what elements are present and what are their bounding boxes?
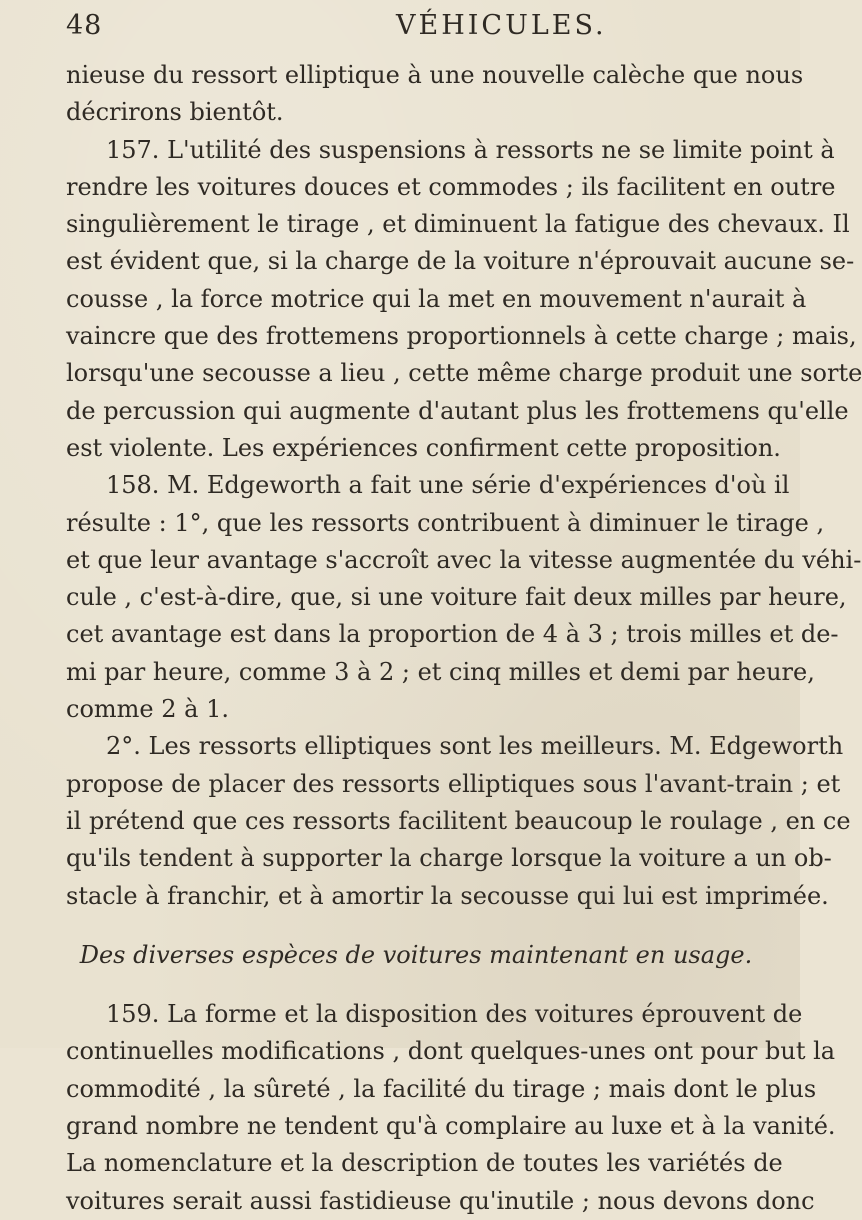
page-number: 48 bbox=[66, 10, 103, 41]
text-line: résulte : 1°, que les ressorts contribuent à diminuer le tirage , bbox=[66, 508, 825, 537]
running-head: VÉHICULES. bbox=[396, 10, 607, 41]
text-line: rendre les voitures douces et commodes ; ils facilitent en outre bbox=[66, 172, 836, 201]
text-line: qu'ils tendent à supporter la charge lorsque la voiture a un ob- bbox=[66, 844, 832, 873]
paragraph-157-start: 157. L'utilité des suspensions à ressorts ne se limite point à bbox=[106, 135, 835, 164]
text-line: singulièrement le tirage , et diminuent la fatigue des chevaux. Il bbox=[66, 210, 850, 239]
text-line: nieuse du ressort elliptique à une nouvelle calèche que nous bbox=[66, 61, 804, 89]
text-line: est violente. Les expériences confirment cette proposition. bbox=[66, 433, 781, 462]
text-line: mi par heure, comme 3 à 2 ; et cinq milles et demi par heure, bbox=[66, 657, 815, 686]
text-line: vaincre que des frottemens proportionnels à cette charge ; mais, bbox=[66, 322, 857, 351]
paragraph-159-start: 159. La forme et la disposition des voitures éprouvent de bbox=[106, 1000, 803, 1029]
text-line: cet avantage est dans la proportion de 4 à 3 ; trois milles et de- bbox=[66, 620, 839, 649]
text-line: propose de placer des ressorts elliptiques sous l'avant-train ; et bbox=[66, 769, 841, 798]
text-line: cousse , la force motrice qui la met en mouvement n'aurait à bbox=[66, 284, 807, 313]
section-heading: Des diverses espèces de voitures maintenant en usage. bbox=[79, 940, 753, 969]
text-line: décrirons bientôt. bbox=[66, 98, 284, 127]
text-line: de percussion qui augmente d'autant plus les frottemens qu'elle bbox=[66, 396, 849, 425]
text-line: stacle à franchir, et à amortir la secousse qui lui est imprimée. bbox=[66, 881, 829, 910]
text-line: continuelles modifications , dont quelques-unes ont pour but la bbox=[66, 1037, 836, 1066]
text-line: et que leur avantage s'accroît avec la vitesse augmentée du véhi- bbox=[66, 545, 862, 574]
text-line: cule , c'est-à-dire, que, si une voiture fait deux milles par heure, bbox=[66, 583, 847, 612]
text-line: il prétend que ces ressorts facilitent beaucoup le roulage , en ce bbox=[66, 806, 851, 835]
text-line: voitures serait aussi fastidieuse qu'inutile ; nous devons donc bbox=[66, 1186, 815, 1215]
text-line: lorsqu'une secousse a lieu , cette même charge produit une sorte bbox=[66, 359, 862, 388]
text-line: comme 2 à 1. bbox=[66, 695, 229, 724]
text-line: est évident que, si la charge de la voiture n'éprouvait aucune se- bbox=[66, 247, 855, 276]
text-line: commodité , la sûreté , la facilité du tirage ; mais dont le plus bbox=[66, 1074, 817, 1103]
body-text bbox=[66, 57, 862, 1220]
text-line: grand nombre ne tendent qu'à complaire au luxe et à la vanité. bbox=[66, 1112, 836, 1141]
text-line: La nomenclature et la description de toutes les variétés de bbox=[66, 1149, 783, 1178]
paragraph-2-start: 2°. Les ressorts elliptiques sont les meilleurs. M. Edgeworth bbox=[106, 732, 844, 761]
page-header bbox=[66, 10, 766, 46]
paragraph-158-start: 158. M. Edgeworth a fait une série d'expériences d'où il bbox=[106, 471, 790, 500]
